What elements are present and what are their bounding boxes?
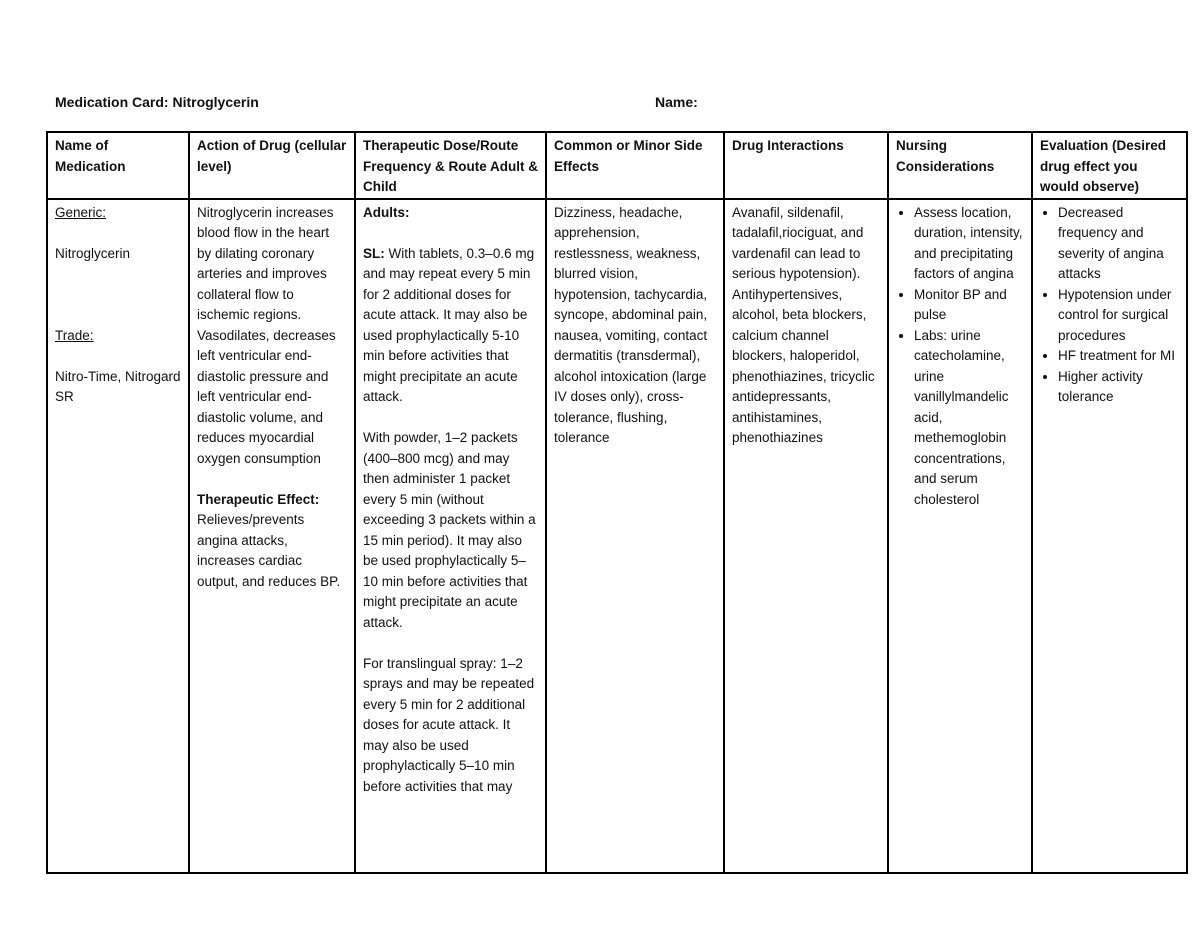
side-effects-cell bbox=[546, 199, 724, 873]
list-item: • Higher activity tolerance bbox=[1058, 367, 1179, 408]
col-header-dose: Therapeutic Dose/Route Frequency & Route Adult & Child bbox=[355, 132, 546, 199]
action-text: Nitroglycerin increases blood flow in the heart by dilating coronary arteries and improves collateral flow to ischemic regions. Vasodilates, decreases left ventricular end-diastolic pressure and left ventricular end-diastolic volume, and reduces myocardial oxygen consumption bbox=[197, 204, 336, 466]
dose-cell bbox=[355, 199, 546, 873]
sl-paragraph bbox=[363, 244, 538, 408]
sl-label: SL: bbox=[363, 245, 385, 261]
evaluation-cell bbox=[1032, 199, 1187, 873]
trade-value: Nitro-Time, Nitrogard SR bbox=[55, 368, 181, 404]
sl-text: With tablets, 0.3–0.6 mg and may repeat every 5 min for 2 additional doses for acute attack. It may also be used prophylactically 5-10 min before activities that might precipitate an acute attack. bbox=[363, 245, 535, 404]
col-header-interactions: Drug Interactions bbox=[724, 132, 888, 199]
powder-text: With powder, 1–2 packets (400–800 mcg) and may then administer 1 packet every 5 min (without exceeding 3 packets within a 15 min period). It may also be used prophylactically 5–10 min before activities that might precipitate an acute attack. bbox=[363, 430, 536, 630]
name-label: Name: bbox=[655, 94, 698, 110]
spray-text: For translingual spray: 1–2 sprays and may be repeated every 5 min for 2 additional doses for acute attack. It may also be used prophylactically 5–10 min before activities that may bbox=[363, 655, 535, 794]
interactions-cell bbox=[724, 199, 888, 873]
list-item: • HF treatment for MI bbox=[1058, 346, 1179, 367]
action-cell bbox=[189, 199, 355, 873]
nursing-cell bbox=[888, 199, 1032, 873]
table-row bbox=[47, 199, 1187, 873]
col-header-name: Name of Medication bbox=[47, 132, 189, 199]
col-header-evaluation: Evaluation (Desired drug effect you would observe) bbox=[1032, 132, 1187, 199]
table-header-row bbox=[47, 132, 1187, 199]
col-header-nursing: Nursing Considerations bbox=[888, 132, 1032, 199]
list-item: • Decreased frequency and severity of angina attacks bbox=[1058, 203, 1179, 285]
medication-table bbox=[46, 131, 1188, 874]
list-item: • Monitor BP and pulse bbox=[914, 285, 1024, 326]
trade-label: Trade: bbox=[55, 327, 94, 343]
col-header-side-effects: Common or Minor Side Effects bbox=[546, 132, 724, 199]
list-item: • Assess location, duration, intensity, and precipitating factors of angina bbox=[914, 203, 1024, 285]
therapeutic-effect-text: Relieves/prevents angina attacks, increases cardiac output, and reduces BP. bbox=[197, 512, 341, 589]
evaluation-list bbox=[1040, 203, 1179, 408]
generic-label: Generic: bbox=[55, 204, 107, 220]
side-effects-text: Dizziness, headache, apprehension, restlessness, weakness, blurred vision, hypotension, tachycardia, syncope, abdominal pain, nausea, vomiting, contact dermatitis (transdermal), alcohol intoxication (large IV doses only), cross-tolerance, flushing, tolerance bbox=[554, 204, 708, 445]
list-item: • Hypotension under control for surgical procedures bbox=[1058, 285, 1179, 347]
list-item: • Labs: urine catecholamine, urine vanillylmandelic acid, methemoglobin concentrations, and serum cholesterol bbox=[914, 326, 1024, 511]
generic-value: Nitroglycerin bbox=[55, 245, 131, 261]
adults-label: Adults: bbox=[363, 204, 410, 220]
interactions-text: Avanafil, sildenafil, tadalafil,riociguat, and vardenafil can lead to serious hypotension). Antihypertensives, alcohol, beta blockers, calcium channel blockers, haloperidol, phenothiazines, tricyclic antidepressants, antihistamines, phenothiazines bbox=[732, 204, 875, 445]
nursing-list bbox=[896, 203, 1024, 511]
col-header-action: Action of Drug (cellular level) bbox=[189, 132, 355, 199]
therapeutic-effect-label: Therapeutic Effect: bbox=[197, 491, 320, 507]
page-title: Medication Card: Nitroglycerin bbox=[55, 94, 259, 110]
name-cell bbox=[47, 199, 189, 873]
